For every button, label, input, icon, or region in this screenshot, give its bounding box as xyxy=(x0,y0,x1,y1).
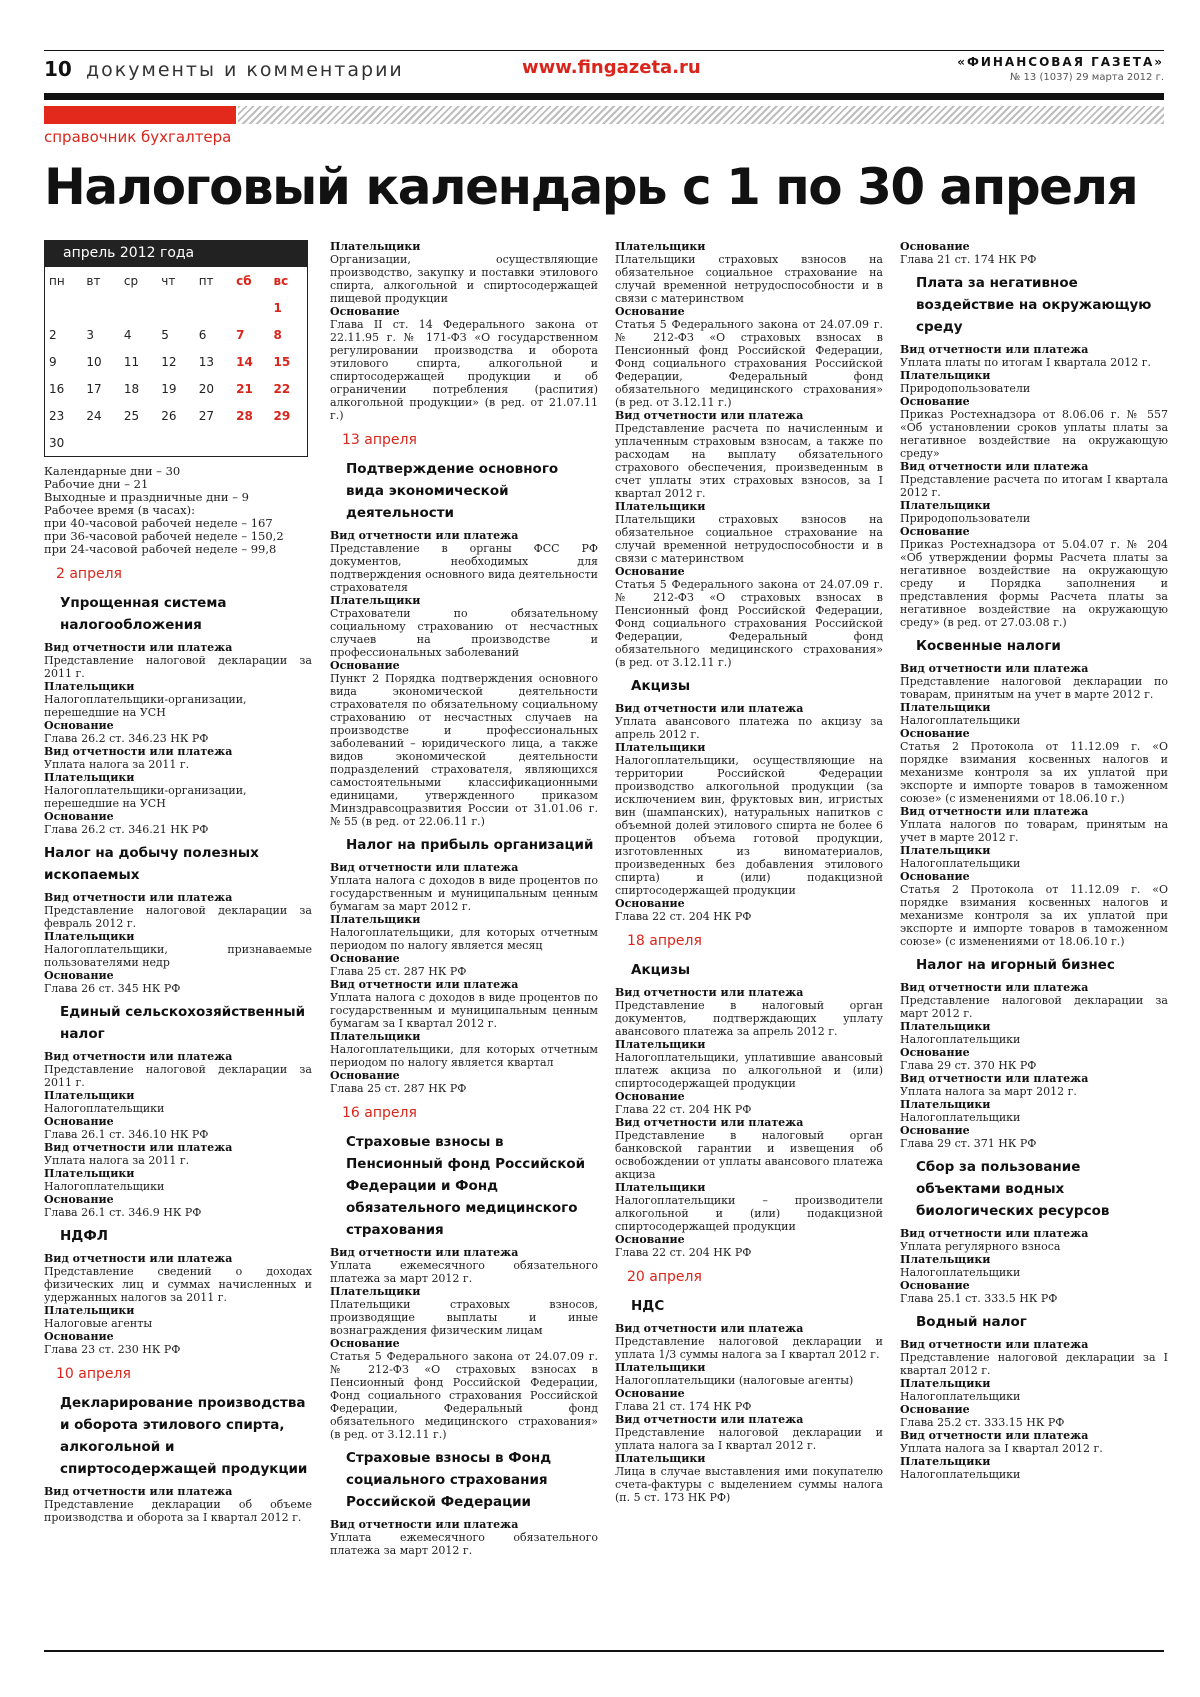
site-link[interactable]: www.fingazeta.ru xyxy=(522,57,701,78)
weekday-label: пн xyxy=(49,273,65,288)
weekday-label: чт xyxy=(161,273,176,288)
field-label: Плательщики xyxy=(900,1455,991,1468)
field-label: Основание xyxy=(615,1090,685,1103)
field-text: Приказ Ростехнадзора от 5.04.07 г. № 204 «Об утверждении формы Расчета платы за негативное воздействие на окружающую среду и Порядка заполнения и представления формы Расчета платы за негативное воздействие на окружающую среду» (в ред. от 27.03.08 г.) xyxy=(900,538,1168,629)
field-text: Глава 29 ст. 371 НК РФ xyxy=(900,1137,1037,1150)
field-label: Основание xyxy=(330,1337,400,1350)
date-heading: 13 апреля xyxy=(342,432,417,448)
field-label: Плательщики xyxy=(900,701,991,714)
field-label: Основание xyxy=(44,1115,114,1128)
field-text: Налогоплательщики xyxy=(900,857,1021,870)
field-label: Плательщики xyxy=(900,1020,991,1033)
calendar-grid xyxy=(45,267,307,456)
weekday-label: вт xyxy=(86,273,101,288)
weekday-row xyxy=(45,267,307,294)
field-text: Налогоплательщики, уплатившие авансовый платеж акциза по алкогольной и (или) спиртосодержащей продукции xyxy=(615,1051,883,1090)
field-label: Вид отчетности или платежа xyxy=(615,986,804,999)
field-text: Представление расчета по начисленным и уплаченным страховым взносам, а также по расходам на выплату обязательного страхового обеспечения, произведенным в счет уплаты этих страховых взносов, за I квартал 2012 г. xyxy=(615,422,883,500)
calendar-day: 15 xyxy=(273,354,291,369)
date-heading: 18 апреля xyxy=(627,933,702,949)
field-text: Налогоплательщики xyxy=(900,1033,1021,1046)
field-label: Вид отчетности или платежа xyxy=(900,460,1089,473)
month-calendar xyxy=(44,240,308,457)
field-text: Природопользователи xyxy=(900,382,1031,395)
stat-line: Выходные и праздничные дни – 9 xyxy=(44,490,249,504)
calendar-day: 23 xyxy=(49,408,65,423)
field-label: Вид отчетности или платежа xyxy=(44,891,233,904)
field-text: Представление налоговой декларации и уплата налога за I квартал 2012 г. xyxy=(615,1426,883,1452)
calendar-day xyxy=(232,429,269,456)
section-heading: Сбор за пользование объектами водных биологических ресурсов xyxy=(916,1159,1110,1219)
column-1 xyxy=(44,240,312,1640)
field-label: Вид отчетности или платежа xyxy=(615,1413,804,1426)
field-label: Вид отчетности или платежа xyxy=(900,1429,1089,1442)
field-text: Уплата налога за 2011 г. xyxy=(44,758,190,771)
field-label: Плательщики xyxy=(900,844,991,857)
field-label: Вид отчетности или платежа xyxy=(615,409,804,422)
field-label: Плательщики xyxy=(615,1361,706,1374)
calendar-stats xyxy=(44,465,312,556)
field-text: Глава II ст. 14 Федерального закона от 22.11.95 г. № 171-ФЗ «О государственном регулировании производства и оборота этилового спирта, алкогольной и спиртосодержащей продукции и об ограничении потребления (распития) алкогольной продукции» (в ред. от 21.07.11 г.) xyxy=(330,318,598,422)
field-text: Уплата налога за I квартал 2012 г. xyxy=(900,1442,1103,1455)
rubric-bar xyxy=(44,106,1164,124)
field-label: Плательщики xyxy=(44,771,135,784)
field-text: Представление расчета по итогам I квартала 2012 г. xyxy=(900,473,1168,499)
field-text: Представление в налоговый орган банковской гарантии и извещения об освобождении от уплаты авансового платежа акциза xyxy=(615,1129,883,1181)
calendar-day: 12 xyxy=(161,354,177,369)
field-text: Налогоплательщики, для которых отчетным периодом по налогу является квартал xyxy=(330,1043,598,1069)
field-label: Основание xyxy=(44,969,114,982)
field-text: Представление налоговой декларации за февраль 2012 г. xyxy=(44,904,312,930)
calendar-day: 9 xyxy=(49,354,57,369)
field-label: Вид отчетности или платежа xyxy=(900,662,1089,675)
calendar-day: 5 xyxy=(161,327,169,342)
field-label: Основание xyxy=(44,810,114,823)
field-label: Плательщики xyxy=(900,1098,991,1111)
calendar-day xyxy=(232,294,269,321)
column-3-content xyxy=(615,240,883,1504)
section-heading: Упрощенная система налогообложения xyxy=(60,595,227,633)
calendar-day: 29 xyxy=(273,408,291,423)
calendar-day xyxy=(82,429,119,456)
field-text: Глава 25 ст. 287 НК РФ xyxy=(330,1082,467,1095)
weekday-label: вс xyxy=(273,273,289,288)
field-text: Статья 5 Федерального закона от 24.07.09 г. № 212-ФЗ «О страховых взносах в Пенсионный фонд Российской Федерации, Фонд социального страхования Российской Федерации, Федеральный фонд обязательного медицинского страхования» (в ред. от 3.12.11 г.) xyxy=(330,1350,598,1441)
column-1-content xyxy=(44,566,312,1524)
section-heading: НДС xyxy=(631,1298,665,1314)
field-text: Глава 22 ст. 204 НК РФ xyxy=(615,1246,752,1259)
section-heading: Акцизы xyxy=(631,962,691,978)
section-name: документы и комментарии xyxy=(86,59,404,81)
calendar-day xyxy=(195,429,232,456)
field-label: Основание xyxy=(900,870,970,883)
section-heading: Подтверждение основного вида экономической деятельности xyxy=(346,461,559,521)
column-2 xyxy=(330,240,598,1640)
field-text: Налогоплательщики xyxy=(900,1390,1021,1403)
field-label: Основание xyxy=(900,1124,970,1137)
field-text: Налогоплательщики xyxy=(44,1180,165,1193)
field-text: Налогоплательщики (налоговые агенты) xyxy=(615,1374,854,1387)
field-label: Вид отчетности или платежа xyxy=(615,702,804,715)
weekday-label: пт xyxy=(198,273,214,288)
field-label: Вид отчетности или платежа xyxy=(900,343,1089,356)
field-text: Налогоплательщики, для которых отчетным периодом по налогу является месяц xyxy=(330,926,598,952)
calendar-header: апрель 2012 года xyxy=(45,241,307,267)
section-heading: Единый сельскохозяйственный налог xyxy=(60,1004,306,1042)
calendar-day: 28 xyxy=(236,408,253,423)
calendar-day: 2 xyxy=(49,327,57,342)
field-label: Вид отчетности или платежа xyxy=(900,805,1089,818)
field-text: Налогоплательщики xyxy=(900,1468,1021,1481)
field-label: Плательщики xyxy=(615,1181,706,1194)
calendar-day: 19 xyxy=(161,381,177,396)
field-label: Основание xyxy=(900,1046,970,1059)
field-label: Вид отчетности или платежа xyxy=(44,1141,233,1154)
field-text: Уплата ежемесячного обязательного платежа за март 2012 г. xyxy=(330,1259,598,1285)
field-text: Представление налоговой декларации за март 2012 г. xyxy=(900,994,1168,1020)
column-2-content xyxy=(330,240,598,1557)
article-title: Налоговый календарь с 1 по 30 апреля xyxy=(44,158,1138,216)
calendar-week-row xyxy=(45,402,307,429)
field-text: Глава 21 ст. 174 НК РФ xyxy=(900,253,1037,266)
calendar-day: 10 xyxy=(86,354,102,369)
field-text: Уплата авансового платежа по акцизу за апрель 2012 г. xyxy=(615,715,883,741)
field-text: Статья 5 Федерального закона от 24.07.09 г. № 212-ФЗ «О страховых взносах в Пенсионный фонд Российской Федерации, Фонд социального страхования Российской Федерации, Федеральный фонд обязательного медицинского страхования» (в ред. от 3.12.11 г.) xyxy=(615,578,883,669)
calendar-week-row xyxy=(45,429,307,456)
calendar-day xyxy=(45,294,82,321)
field-label: Основание xyxy=(615,1387,685,1400)
field-label: Вид отчетности или платежа xyxy=(44,1252,233,1265)
column-4-content xyxy=(900,240,1168,1481)
section-heading: Налог на игорный бизнес xyxy=(916,957,1115,973)
calendar-day: 20 xyxy=(198,381,214,396)
field-text: Глава 22 ст. 204 НК РФ xyxy=(615,910,752,923)
field-text: Уплата регулярного взноса xyxy=(900,1240,1061,1253)
field-text: Плательщики страховых взносов на обязательное социальное страхование на случай временной нетрудоспособности и в связи с материнством xyxy=(615,513,883,565)
calendar-day xyxy=(120,429,157,456)
field-text: Плательщики страховых взносов, производящие выплаты и иные вознаграждения физическим лицам xyxy=(330,1298,598,1337)
issue-info: № 13 (1037) 29 марта 2012 г. xyxy=(1009,72,1164,83)
field-text: Уплата налогов по товарам, принятым на учет в марте 2012 г. xyxy=(900,818,1168,844)
field-text: Уплата налога с доходов в виде процентов по государственным и муниципальным ценным бумагам за I квартал 2012 г. xyxy=(330,991,598,1030)
field-label: Основание xyxy=(44,1193,114,1206)
section-heading: Акцизы xyxy=(631,678,691,694)
field-text: Уплата налога за 2011 г. xyxy=(44,1154,190,1167)
section-heading: Страховые взносы в Фонд социального страхования Российской Федерации xyxy=(346,1450,552,1510)
field-label: Плательщики xyxy=(900,369,991,382)
field-label: Плательщики xyxy=(330,240,421,253)
field-text: Представление налоговой декларации за I квартал 2012 г. xyxy=(900,1351,1168,1377)
field-label: Основание xyxy=(900,727,970,740)
rubric-hatch-pattern xyxy=(238,106,1164,124)
calendar-day: 7 xyxy=(236,327,245,342)
section-heading: Налог на прибыль организаций xyxy=(346,837,594,853)
field-label: Основание xyxy=(615,305,685,318)
field-label: Основание xyxy=(330,1069,400,1082)
field-text: Организации, осуществляющие производство, закупку и поставки этилового спирта, алкогольной и спиртосодержащей пищевой продукции xyxy=(330,253,598,305)
field-text: Глава 26 ст. 345 НК РФ xyxy=(44,982,181,995)
field-label: Вид отчетности или платежа xyxy=(44,641,233,654)
field-text: Представление в налоговый орган документов, подтверждающих уплату авансового платежа за апрель 2012 г. xyxy=(615,999,883,1038)
field-label: Основание xyxy=(330,659,400,672)
field-text: Уплата налога с доходов в виде процентов по государственным и муниципальным ценным бумагам за март 2012 г. xyxy=(330,874,598,913)
field-label: Основание xyxy=(900,395,970,408)
field-label: Вид отчетности или платежа xyxy=(900,1227,1089,1240)
calendar-day xyxy=(120,294,157,321)
stat-line: при 40-часовой рабочей неделе – 167 xyxy=(44,516,273,530)
section-heading: НДФЛ xyxy=(60,1228,108,1244)
bottom-rule xyxy=(44,1650,1164,1652)
calendar-day: 17 xyxy=(86,381,102,396)
field-text: Глава 23 ст. 230 НК РФ xyxy=(44,1343,181,1356)
page-number: 10 xyxy=(44,57,72,81)
field-label: Плательщики xyxy=(615,1038,706,1051)
calendar-week-row xyxy=(45,375,307,402)
field-label: Плательщики xyxy=(615,1452,706,1465)
calendar-week-row xyxy=(45,348,307,375)
calendar-day: 3 xyxy=(86,327,95,342)
field-label: Плательщики xyxy=(330,1030,421,1043)
field-text: Глава 25.1 ст. 333.5 НК РФ xyxy=(900,1292,1058,1305)
rubric-red-block xyxy=(44,106,236,124)
calendar-day: 6 xyxy=(198,327,207,342)
calendar-day xyxy=(157,429,194,456)
field-label: Плательщики xyxy=(44,1304,135,1317)
calendar-day: 4 xyxy=(123,327,132,342)
calendar-day xyxy=(270,429,307,456)
section-heading: Налог на добычу полезных ископаемых xyxy=(44,845,259,883)
field-label: Вид отчетности или платежа xyxy=(330,861,519,874)
weekday-label: сб xyxy=(236,273,252,288)
stat-line: при 36-часовой рабочей неделе – 150,2 xyxy=(44,529,284,543)
column-4 xyxy=(900,240,1168,1640)
field-text: Налогоплательщики xyxy=(44,1102,165,1115)
field-label: Плательщики xyxy=(330,1285,421,1298)
field-text: Уплата платы по итогам I квартала 2012 г. xyxy=(900,356,1151,369)
field-label: Вид отчетности или платежа xyxy=(900,981,1089,994)
newspaper-name: «ФИНАНСОВАЯ ГАЗЕТА» xyxy=(957,55,1164,69)
stat-line: Календарные дни – 30 xyxy=(44,464,181,478)
field-text: Статья 5 Федерального закона от 24.07.09 г. № 212-ФЗ «О страховых взносах в Пенсионный фонд Российской Федерации, Фонд социального страхования Российской Федерации, Федеральный фонд обязательного медицинского страхования» (в ред. от 3.12.11 г.) xyxy=(615,318,883,409)
calendar-day: 25 xyxy=(123,408,140,423)
field-text: Пункт 2 Порядка подтверждения основного вида экономической деятельности страхователя по обязательному социальному страхованию от несчастных случаев на производстве и профессиональных заболеваний – юридического лица, а также видов экономической деятельности подразделений страхователя, являющихся самостоятельными классификационными единицами, утвержденного приказом Минздравсоцразвития России от 31.01.06 г. № 55 (в ред. от 22.06.11 г.) xyxy=(330,672,598,828)
calendar-day: 21 xyxy=(236,381,253,396)
field-label: Основание xyxy=(44,1330,114,1343)
field-label: Плательщики xyxy=(44,1089,135,1102)
field-text: Плательщики страховых взносов на обязательное социальное страхование на случай временной нетрудоспособности и в связи с материнством xyxy=(615,253,883,305)
field-text: Налогоплательщики – производители алкогольной и (или) подакцизной спиртосодержащей продукции xyxy=(615,1194,883,1233)
field-label: Плательщики xyxy=(900,1377,991,1390)
field-text: Налогоплательщики xyxy=(900,1111,1021,1124)
field-text: Статья 2 Протокола от 11.12.09 г. «О порядке взимания косвенных налогов и механизме контроля за их уплатой при экспорте и импорте товаров в таможенном союзе» (с изменениями от 18.06.10 г.) xyxy=(900,740,1168,805)
field-label: Основание xyxy=(900,525,970,538)
field-text: Налогоплательщики-организации, перешедшие на УСН xyxy=(44,693,247,719)
field-label: Плательщики xyxy=(330,913,421,926)
field-label: Основание xyxy=(615,897,685,910)
field-text: Глава 26.2 ст. 346.23 НК РФ xyxy=(44,732,209,745)
field-label: Плательщики xyxy=(615,741,706,754)
field-text: Природопользователи xyxy=(900,512,1031,525)
date-heading: 2 апреля xyxy=(56,566,122,582)
section-heading: Декларирование производства и оборота этилового спирта, алкогольной и спиртосодержащей продукции xyxy=(60,1395,308,1477)
stat-line: при 24-часовой рабочей неделе – 99,8 xyxy=(44,542,277,556)
field-label: Плательщики xyxy=(44,930,135,943)
calendar-week-row xyxy=(45,321,307,348)
column-3 xyxy=(615,240,883,1640)
field-label: Основание xyxy=(900,1403,970,1416)
rubric-label: справочник бухгалтера xyxy=(44,128,232,146)
field-label: Вид отчетности или платежа xyxy=(330,1246,519,1259)
field-text: Представление декларации об объеме производства и оборота за I квартал 2012 г. xyxy=(44,1498,312,1524)
field-label: Вид отчетности или платежа xyxy=(330,978,519,991)
section-heading: Косвенные налоги xyxy=(916,638,1061,654)
field-text: Уплата налога за март 2012 г. xyxy=(900,1085,1077,1098)
calendar-day: 11 xyxy=(123,354,140,369)
section-heading: Страховые взносы в Пенсионный фонд Российской Федерации и Фонд обязательного медицинского страхования xyxy=(346,1134,586,1238)
calendar-day xyxy=(195,294,232,321)
date-heading: 10 апреля xyxy=(56,1366,131,1382)
calendar-day xyxy=(82,294,119,321)
field-text: Глава 29 ст. 370 НК РФ xyxy=(900,1059,1037,1072)
field-label: Основание xyxy=(900,1279,970,1292)
field-label: Вид отчетности или платежа xyxy=(615,1116,804,1129)
field-label: Плательщики xyxy=(900,1253,991,1266)
calendar-day: 26 xyxy=(161,408,177,423)
calendar-day xyxy=(157,294,194,321)
field-text: Представление налоговой декларации и уплата 1/3 суммы налога за I квартал 2012 г. xyxy=(615,1335,883,1361)
field-label: Вид отчетности или платежа xyxy=(900,1072,1089,1085)
field-text: Глава 26.1 ст. 346.10 НК РФ xyxy=(44,1128,209,1141)
field-text: Налогоплательщики-организации, перешедшие на УСН xyxy=(44,784,247,810)
stat-line: Рабочее время (в часах): xyxy=(44,503,196,517)
date-heading: 20 апреля xyxy=(627,1269,702,1285)
field-label: Основание xyxy=(615,1233,685,1246)
field-label: Плательщики xyxy=(44,1167,135,1180)
weekday-label: ср xyxy=(123,273,139,288)
field-text: Приказ Ростехнадзора от 8.06.06 г. № 557 «Об установлении сроков уплаты платы за негативное воздействие на окружающую среду» xyxy=(900,408,1168,460)
field-label: Плательщики xyxy=(900,499,991,512)
field-text: Глава 25.2 ст. 333.15 НК РФ xyxy=(900,1416,1065,1429)
field-label: Вид отчетности или платежа xyxy=(330,529,519,542)
field-label: Основание xyxy=(330,305,400,318)
field-text: Представление налоговой декларации за 2011 г. xyxy=(44,654,312,680)
field-text: Налогоплательщики, признаваемые пользователями недр xyxy=(44,943,312,969)
field-text: Уплата ежемесячного обязательного платежа за март 2012 г. xyxy=(330,1531,598,1557)
field-text: Глава 26.2 ст. 346.21 НК РФ xyxy=(44,823,209,836)
field-text: Лица в случае выставления ими покупателю счета-фактуры с выделением суммы налога (п. 5 ст. 173 НК РФ) xyxy=(615,1465,883,1504)
calendar-week-row xyxy=(45,294,307,321)
field-label: Основание xyxy=(615,565,685,578)
calendar-day: 30 xyxy=(49,435,65,450)
field-text: Представление налоговой декларации за 2011 г. xyxy=(44,1063,312,1089)
section-heading: Плата за негативное воздействие на окружающую среду xyxy=(916,275,1152,335)
field-text: Глава 22 ст. 204 НК РФ xyxy=(615,1103,752,1116)
calendar-day: 22 xyxy=(273,381,291,396)
date-heading: 16 апреля xyxy=(342,1105,417,1121)
field-text: Налогоплательщики, осуществляющие на территории Российской Федерации производство алкогольной продукции (за исключением вин, фруктовых вин, игристых вин (шампанских), натуральных напитков с объемной долей этилового спирта не более 6 процентов объема готовой продукции, изготовленных из виноматериалов, произведенных без добавления этилового спирта) и (или) подакцизной спиртосодержащей продукции xyxy=(615,754,883,897)
field-text: Налогоплательщики xyxy=(900,1266,1021,1279)
calendar-day: 8 xyxy=(273,327,282,342)
field-label: Плательщики xyxy=(615,240,706,253)
field-label: Вид отчетности или платежа xyxy=(44,1485,233,1498)
calendar-day: 27 xyxy=(198,408,214,423)
field-text: Представление сведений о доходах физических лиц и суммах начисленных и удержанных налогов за 2011 г. xyxy=(44,1265,312,1304)
field-text: Глава 21 ст. 174 НК РФ xyxy=(615,1400,752,1413)
calendar-day: 1 xyxy=(273,300,282,315)
field-text: Представление налоговой декларации по товарам, принятым на учет в марте 2012 г. xyxy=(900,675,1168,701)
calendar-day: 13 xyxy=(198,354,214,369)
field-label: Вид отчетности или платежа xyxy=(44,745,233,758)
field-label: Плательщики xyxy=(44,680,135,693)
section-heading: Водный налог xyxy=(916,1314,1027,1330)
calendar-day: 18 xyxy=(123,381,140,396)
field-label: Вид отчетности или платежа xyxy=(44,1050,233,1063)
field-label: Вид отчетности или платежа xyxy=(900,1338,1089,1351)
field-text: Налоговые агенты xyxy=(44,1317,153,1330)
stat-line: Рабочие дни – 21 xyxy=(44,477,149,491)
calendar-day: 24 xyxy=(86,408,102,423)
field-text: Представление в органы ФСС РФ документов, необходимых для подтверждения основного вида деятельности страхователя xyxy=(330,542,598,594)
field-label: Вид отчетности или платежа xyxy=(615,1322,804,1335)
page-header xyxy=(44,50,1164,100)
field-label: Вид отчетности или платежа xyxy=(330,1518,519,1531)
field-text: Глава 26.1 ст. 346.9 НК РФ xyxy=(44,1206,202,1219)
field-label: Основание xyxy=(44,719,114,732)
field-text: Страхователи по обязательному социальному страхованию от несчастных случаев на производстве и профессиональных заболеваний xyxy=(330,607,598,659)
calendar-day: 14 xyxy=(236,354,253,369)
field-label: Основание xyxy=(900,240,970,253)
field-text: Статья 2 Протокола от 11.12.09 г. «О порядке взимания косвенных налогов и механизме контроля за их уплатой при экспорте и импорте товаров в таможенном союзе» (с изменениями от 18.06.10 г.) xyxy=(900,883,1168,948)
field-text: Глава 25 ст. 287 НК РФ xyxy=(330,965,467,978)
field-label: Плательщики xyxy=(615,500,706,513)
field-label: Плательщики xyxy=(330,594,421,607)
field-text: Налогоплательщики xyxy=(900,714,1021,727)
field-label: Основание xyxy=(330,952,400,965)
calendar-day: 16 xyxy=(49,381,65,396)
